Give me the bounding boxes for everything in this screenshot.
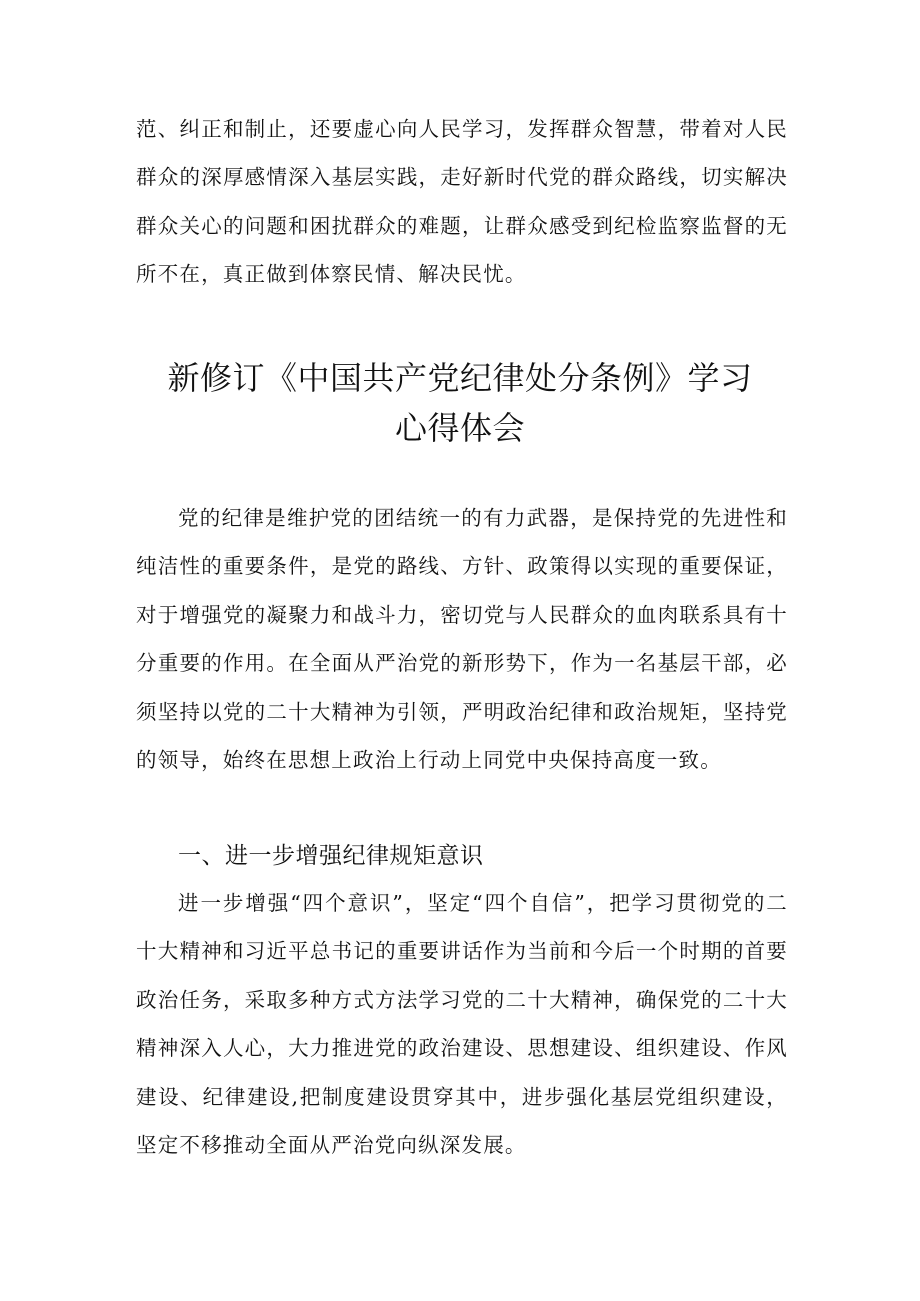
title-line-1: 新修订《中国共产党纪律处分条例》学习 [167, 359, 753, 397]
document-title [100, 353, 820, 453]
intro-paragraph: 党的纪律是维护党的团结统一的有力武器，是保持党的先进性和纯洁性的重要条件，是党的路线、方针、政策得以实现的重要保证，对于增强党的凝聚力和战斗力，密切党与人民群众的血肉联系具有十分重要的作用。在全面从严治党的新形势下，作为一名基层干部，必须坚持以党的二十大精神为引领，严明政治纪律和政治规矩，坚持党的领导，始终在思想上政治上行动上同党中央保持高度一致。 [136, 506, 788, 773]
title-line-2: 心得体会 [394, 409, 525, 447]
section-1-paragraph: 进一步增强“四个意识”，坚定“四个自信”，把学习贯彻党的二十大精神和习近平总书记的重要讲话作为当前和今后一个时期的首要政治任务，采取多种方式方法学习党的二十大精神，确保党的二十大精神深入人心，大力推进党的政治建设、思想建设、组织建设、作风建设、纪律建设,把制度建设贯穿其中，进步强化基层党组织建设，坚定不移推动全面从严治党向纵深发展。 [136, 891, 788, 1158]
continued-paragraph: 范、纠正和制止，还要虚心向人民学习，发挥群众智慧，带着对人民群众的深厚感情深入基层实践，走好新时代党的群众路线，切实解决群众关心的问题和困扰群众的难题，让群众感受到纪检监察监督的无所不在，真正做到体察民情、解决民忧。 [136, 117, 788, 287]
section-1-heading: 一、进一步增强纪律规矩意识 [178, 843, 484, 869]
